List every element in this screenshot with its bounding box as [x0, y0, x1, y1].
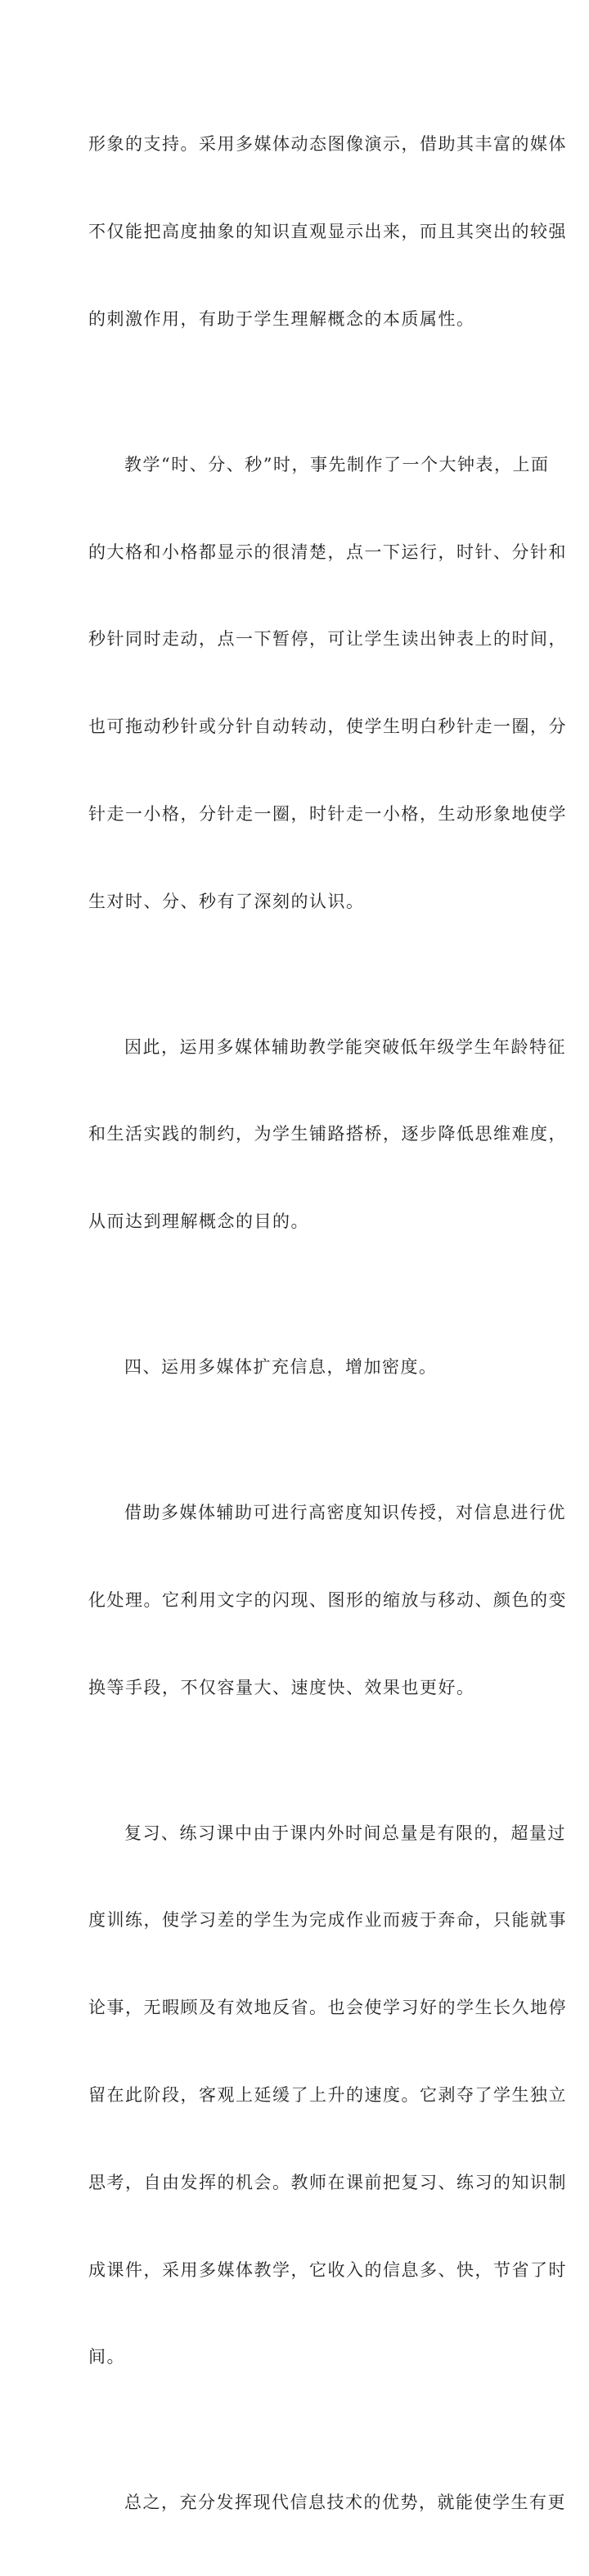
- paragraph: [88, 1441, 567, 1761]
- text-line: 间。: [88, 2347, 125, 2367]
- text-line: 四、运用多媒体扩充信息，增加密度。: [124, 1357, 438, 1378]
- paragraph: [88, 1760, 567, 2430]
- text-line: 的刺激作用，有助于学生理解概念的本质属性。: [88, 308, 475, 329]
- text-line: 成课件，采用多媒体教学，它收入的信息多、快，节省了时: [88, 2259, 567, 2280]
- body-text: [88, 72, 567, 2576]
- text-line: 换等手段，不仅容量大、速度快、效果也更好。: [88, 1677, 475, 1697]
- text-line: 不仅能把高度抽象的知识直观显示出来，而且其突出的较强: [88, 221, 567, 241]
- paragraph: [88, 974, 567, 1295]
- text-line: 教学“时、分、秒”时，事先制作了一个大钟表，上面: [124, 454, 550, 474]
- text-line: 复习、练习课中由于课内外时间总量是有限的，超量过: [124, 1823, 566, 1843]
- paragraph: [88, 393, 567, 975]
- text-line: 度训练，使学习差的学生为完成作业而疲于奔命，只能就事: [88, 1910, 567, 1931]
- paragraph: [88, 2430, 566, 2576]
- text-line: 因此，运用多媒体辅助教学能突破低年级学生年龄特征: [124, 1036, 566, 1057]
- text-line: 论事，无暇顾及有效地反省。也会使学习好的学生长久地停: [88, 1998, 567, 2018]
- text-line: 的大格和小格都显示的很清楚，点一下运行，时针、分针和: [88, 542, 567, 562]
- text-line: 总之，充分发挥现代信息技术的优势，就能使学生有更: [124, 2493, 566, 2513]
- text-line: 借助多媒体辅助可进行高密度知识传授，对信息进行优: [124, 1503, 566, 1523]
- text-line: 化处理。它利用文字的闪现、图形的缩放与移动、颜色的变: [88, 1589, 567, 1610]
- text-line: 留在此阶段，客观上延缓了上升的速度。它剥夺了学生独立: [88, 2084, 567, 2105]
- text-line: 和生活实践的制约，为学生铺路搭桥，逐步降低思维难度，: [88, 1124, 567, 1144]
- text-line: 从而达到理解概念的目的。: [88, 1212, 309, 1232]
- text-line: 形象的支持。采用多媒体动态图像演示，借助其丰富的媒体: [88, 134, 567, 155]
- text-line: 思考，自由发挥的机会。教师在课前把复习、练习的知识制: [88, 2172, 567, 2192]
- text-line: 生对时、分、秒有了深刻的认识。: [88, 891, 365, 911]
- paragraph: [88, 72, 567, 393]
- text-line: 也可拖动秒针或分针自动转动，使学生明白秒针走一圈，分: [88, 717, 567, 737]
- text-line: 秒针同时走动，点一下暂停，可让学生读出钟表上的时间，: [88, 629, 567, 650]
- text-line: 针走一小格，分针走一圈，时针走一小格，生动形象地使学: [88, 803, 567, 824]
- section-heading: [88, 1295, 504, 1441]
